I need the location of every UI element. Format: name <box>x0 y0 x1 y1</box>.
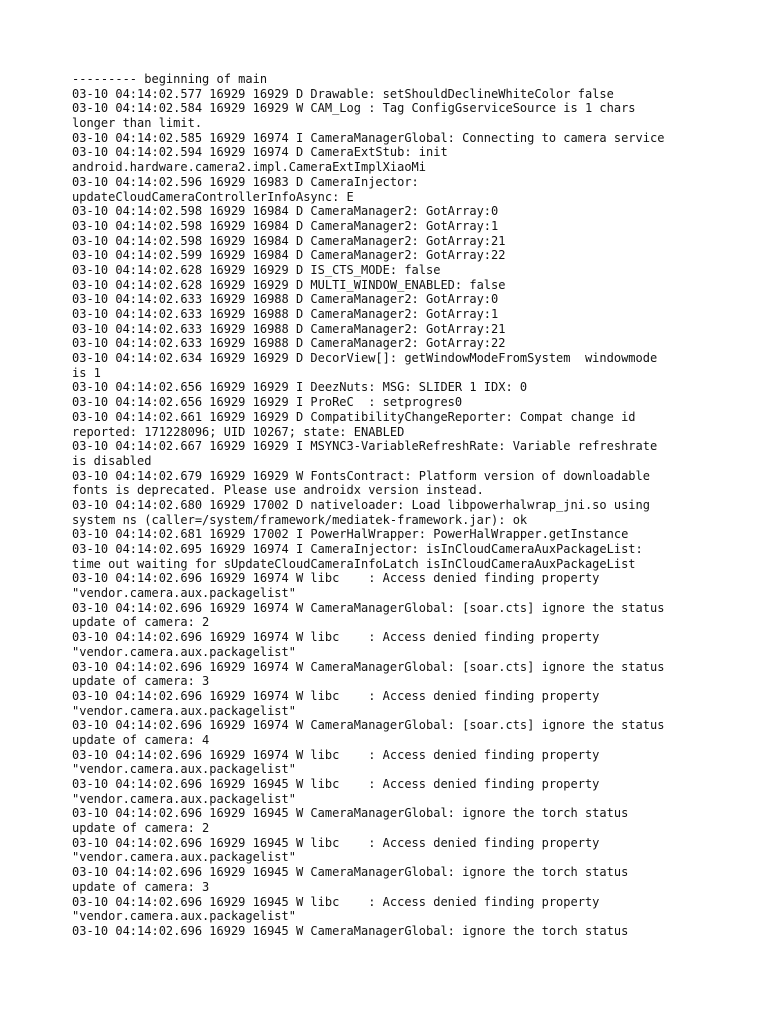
log-line: 03-10 04:14:02.585 16929 16974 I CameraManagerGlobal: Connecting to camera service <box>72 130 665 145</box>
log-line: 03-10 04:14:02.656 16929 16929 I DeezNuts: MSG: SLIDER 1 IDX: 0 <box>72 380 528 395</box>
log-line: 03-10 04:14:02.696 16929 16974 W libc : Access denied finding property <box>72 747 600 762</box>
log-line: 03-10 04:14:02.696 16929 16974 W libc : Access denied finding property <box>72 630 600 645</box>
log-line: reported: 171228096; UID 10267; state: ENABLED <box>72 424 405 439</box>
log-line: 03-10 04:14:02.696 16929 16974 W libc : Access denied finding property <box>72 688 600 703</box>
log-line: 03-10 04:14:02.696 16929 16945 W libc : Access denied finding property <box>72 835 600 850</box>
log-line: 03-10 04:14:02.577 16929 16929 D Drawable: setShouldDeclineWhiteColor false <box>72 86 614 101</box>
log-line: 03-10 04:14:02.633 16929 16988 D CameraManager2: GotArray:1 <box>72 307 499 321</box>
log-line: 03-10 04:14:02.598 16929 16984 D CameraManager2: GotArray:1 <box>72 218 499 233</box>
log-line: 03-10 04:14:02.696 16929 16945 W CameraManagerGlobal: ignore the torch status <box>72 923 629 938</box>
log-line: 03-10 04:14:02.695 16929 16974 I CameraInjector: isInCloudCameraAuxPackageList: <box>72 542 643 556</box>
log-line: "vendor.camera.aux.packagelist" <box>72 703 296 718</box>
log-line: update of camera: 3 <box>72 879 210 894</box>
log-line: 03-10 04:14:02.680 16929 17002 D nativeloader: Load libpowerhalwrap_jni.so using <box>72 497 650 512</box>
log-line: 03-10 04:14:02.696 16929 16945 W CameraManagerGlobal: ignore the torch status <box>72 865 629 880</box>
log-line: update of camera: 4 <box>72 732 210 747</box>
log-line: 03-10 04:14:02.598 16929 16984 D CameraManager2: GotArray:21 <box>72 233 506 248</box>
log-line: "vendor.camera.aux.packagelist" <box>72 762 296 777</box>
log-line: 03-10 04:14:02.696 16929 16945 W CameraManagerGlobal: ignore the torch status <box>72 806 629 821</box>
log-text-block <box>72 72 696 939</box>
log-line: is disabled <box>72 453 152 468</box>
log-line: "vendor.camera.aux.packagelist" <box>72 644 296 659</box>
log-line: "vendor.camera.aux.packagelist" <box>72 909 296 924</box>
log-line: 03-10 04:14:02.656 16929 16929 I ProReC : setprogres0 <box>72 395 463 410</box>
log-line: 03-10 04:14:02.628 16929 16929 D MULTI_WINDOW_ENABLED: false <box>72 277 506 292</box>
log-line: 03-10 04:14:02.596 16929 16983 D CameraInjector: <box>72 174 419 189</box>
log-line: update of camera: 3 <box>72 674 210 689</box>
log-line: "vendor.camera.aux.packagelist" <box>72 586 296 601</box>
log-line: time out waiting for sUpdateCloudCameraInfoLatch isInCloudCameraAuxPackageList <box>72 556 636 571</box>
log-line: update of camera: 2 <box>72 615 210 630</box>
log-line: 03-10 04:14:02.599 16929 16984 D CameraManager2: GotArray:22 <box>72 248 506 263</box>
log-line: 03-10 04:14:02.633 16929 16988 D CameraManager2: GotArray:21 <box>72 321 506 336</box>
log-line: 03-10 04:14:02.584 16929 16929 W CAM_Log : Tag ConfigGserviceSource is 1 chars <box>72 101 636 116</box>
log-line: 03-10 04:14:02.679 16929 16929 W FontsContract: Platform version of downloadable <box>72 468 650 483</box>
log-line: update of camera: 2 <box>72 821 210 836</box>
log-line: longer than limit. <box>72 116 203 131</box>
log-line: 03-10 04:14:02.681 16929 17002 I PowerHalWrapper: PowerHalWrapper.getInstance <box>72 527 629 542</box>
log-line: 03-10 04:14:02.628 16929 16929 D IS_CTS_MODE: false <box>72 262 441 277</box>
log-line: 03-10 04:14:02.696 16929 16974 W CameraManagerGlobal: [soar.cts] ignore the status <box>72 659 665 674</box>
log-line: 03-10 04:14:02.667 16929 16929 I MSYNC3-VariableRefreshRate: Variable refreshrate <box>72 439 658 454</box>
log-line: android.hardware.camera2.impl.CameraExtImplXiaoMi <box>72 160 427 175</box>
log-line: 03-10 04:14:02.633 16929 16988 D CameraManager2: GotArray:22 <box>72 336 506 351</box>
log-line: 03-10 04:14:02.696 16929 16945 W libc : Access denied finding property <box>72 894 600 909</box>
log-line: 03-10 04:14:02.696 16929 16945 W libc : Access denied finding property <box>72 777 600 791</box>
log-line: fonts is deprecated. Please use androidx version instead. <box>72 483 484 498</box>
log-line: "vendor.camera.aux.packagelist" <box>72 850 296 865</box>
log-line: 03-10 04:14:02.598 16929 16984 D CameraManager2: GotArray:0 <box>72 204 499 219</box>
log-line: 03-10 04:14:02.696 16929 16974 W CameraManagerGlobal: [soar.cts] ignore the status <box>72 718 665 733</box>
log-line: 03-10 04:14:02.696 16929 16974 W CameraManagerGlobal: [soar.cts] ignore the status <box>72 600 665 615</box>
log-line: 03-10 04:14:02.661 16929 16929 D CompatibilityChangeReporter: Compat change id <box>72 409 636 424</box>
log-line: updateCloudCameraControllerInfoAsync: E <box>72 189 354 204</box>
log-line: --------- beginning of main <box>72 72 268 86</box>
log-line: 03-10 04:14:02.634 16929 16929 D DecorView[]: getWindowModeFromSystem windowmode <box>72 351 658 366</box>
log-line: 03-10 04:14:02.696 16929 16974 W libc : Access denied finding property <box>72 571 600 586</box>
log-line: system ns (caller=/system/framework/mediatek-framework.jar): ok <box>72 512 528 527</box>
log-line: "vendor.camera.aux.packagelist" <box>72 791 296 806</box>
log-line: 03-10 04:14:02.594 16929 16974 D CameraExtStub: init <box>72 145 448 160</box>
log-line: is 1 <box>72 365 101 380</box>
log-line: 03-10 04:14:02.633 16929 16988 D CameraManager2: GotArray:0 <box>72 292 499 307</box>
